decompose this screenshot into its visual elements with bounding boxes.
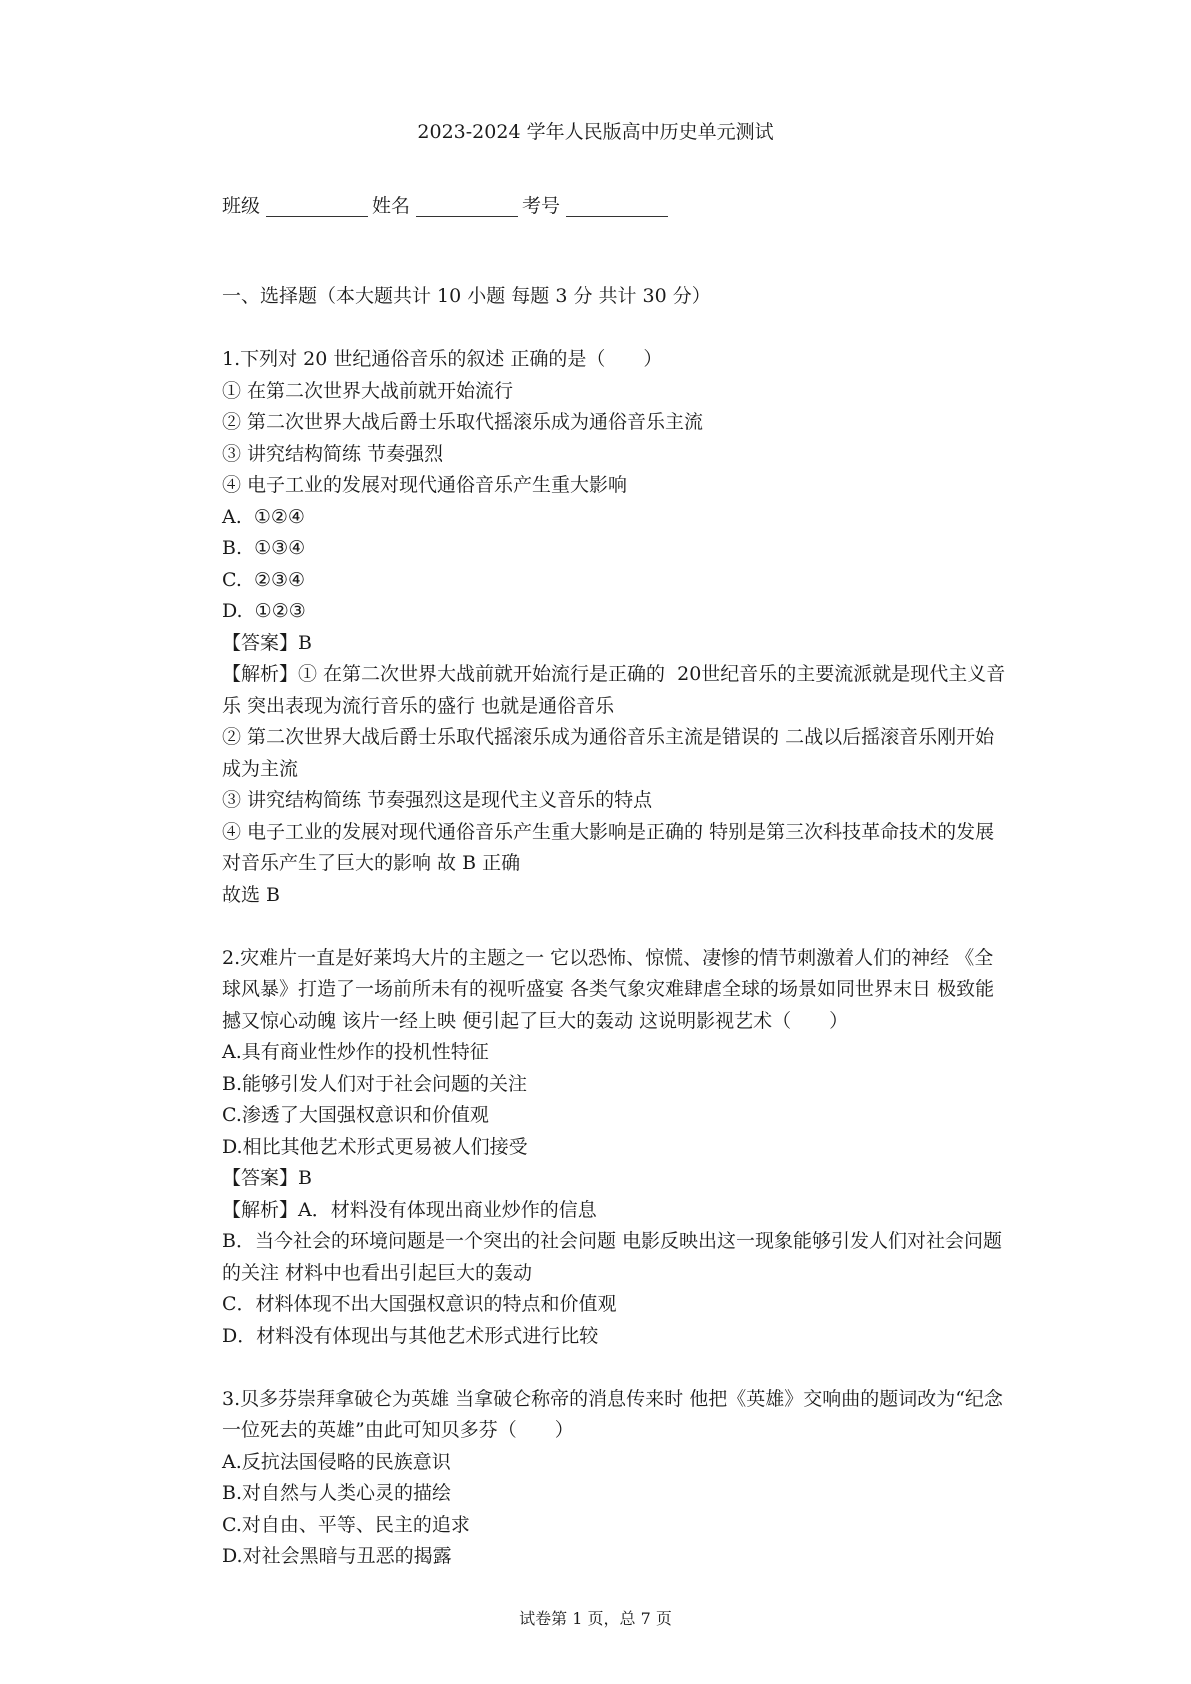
student-info-line [222,192,672,220]
name-blank [416,194,518,217]
question-gap [222,1352,1012,1384]
section-heading: 一、选择题（本大题共计 10 小题 每题 3 分 共计 30 分） [222,285,711,307]
exam-no-blank [566,194,668,217]
question-line: ④ 电子工业的发展对现代通俗音乐产生重大影响是正确的 特别是第三次科技革命技术的发展 对音乐产生了巨大的影响 故 B 正确 [222,820,1001,874]
question-line: B.能够引发人们对于社会问题的关注 [222,1072,528,1095]
question-line: C．材料体现不出大国强权意识的特点和价值观 [222,1293,617,1315]
exam-no-label: 考号 [522,195,561,217]
question-block [222,1384,1012,1573]
question-line: 故选 B [222,883,281,906]
question-line: 3.贝多芬崇拜拿破仑为英雄 当拿破仑称帝的消息传来时 他把《英雄》交响曲的题词改为“纪念一位死去的英雄”由此可知贝多芬（ ） [222,1387,1003,1441]
name-label: 姓名 [372,195,411,217]
question-line: D.相比其他艺术形式更易被人们接受 [222,1135,528,1158]
question-gap [222,911,1012,943]
question-line: D．材料没有体现出与其他艺术形式进行比较 [222,1324,599,1347]
question-line: C.渗透了大国强权意识和价值观 [222,1104,489,1126]
question-line: B．当今社会的环境问题是一个突出的社会问题 电影反映出这一现象能够引发人们对社会问题的关注 材料中也看出引起巨大的轰动 [222,1230,1003,1284]
question-line: ③ 讲究结构简练 节奏强烈 [222,442,444,465]
class-blank [266,194,368,217]
question-line: B.对自然与人类心灵的描绘 [222,1482,452,1504]
question-line: ② 第二次世界大战后爵士乐取代摇滚乐成为通俗音乐主流是错误的 二战以后摇滚音乐刚开始成为主流 [222,726,995,780]
question-line: C. ②③④ [222,568,306,591]
question-line: A.具有商业性炒作的投机性特征 [222,1041,489,1063]
question-line: 【解析】A．材料没有体现出商业炒作的信息 [222,1198,597,1221]
question-line: A. ①②④ [222,505,305,528]
question-line: C.对自由、平等、民主的追求 [222,1513,470,1536]
question-line: 2.灾难片一直是好莱坞大片的主题之一 它以恐怖、惊慌、凄惨的情节刺激着人们的神经 《全球风暴》打造了一场前所未有的视听盛宴 各类气象灾难肆虐全球的场景如同世界末日 极致能撼又惊心动魄 该片一经上映 便引起了巨大的轰动 这说明影视艺术（ ） [222,946,995,1032]
page-title: 2023-2024 学年人民版高中历史单元测试 [417,121,774,143]
question-line: 【答案】B [222,631,312,654]
question-list [222,344,1012,1573]
question-line: D.对社会黑暗与丑恶的揭露 [222,1545,452,1567]
question-line: B. ①③④ [222,537,306,559]
question-line: ③ 讲究结构简练 节奏强烈这是现代主义音乐的特点 [222,789,653,811]
question-line: 【答案】B [222,1167,312,1189]
question-block [222,943,1012,1353]
question-line: A.反抗法国侵略的民族意识 [222,1450,451,1473]
question-line: ② 第二次世界大战后爵士乐取代摇滚乐成为通俗音乐主流 [222,411,704,433]
question-block [222,344,1012,911]
question-line: ① 在第二次世界大战前就开始流行 [222,379,514,402]
question-line: ④ 电子工业的发展对现代通俗音乐产生重大影响 [222,474,628,496]
page-footer: 试卷第 1 页，总 7 页 [519,1609,672,1628]
question-line: D. ①②③ [222,600,306,622]
class-label: 班级 [222,195,261,217]
question-line: 【解析】① 在第二次世界大战前就开始流行是正确的 20世纪音乐的主要流派就是现代主义音乐 突出表现为流行音乐的盛行 也就是通俗音乐 [222,663,1006,717]
question-line: 1.下列对 20 世纪通俗音乐的叙述 正确的是（ ） [222,348,663,370]
